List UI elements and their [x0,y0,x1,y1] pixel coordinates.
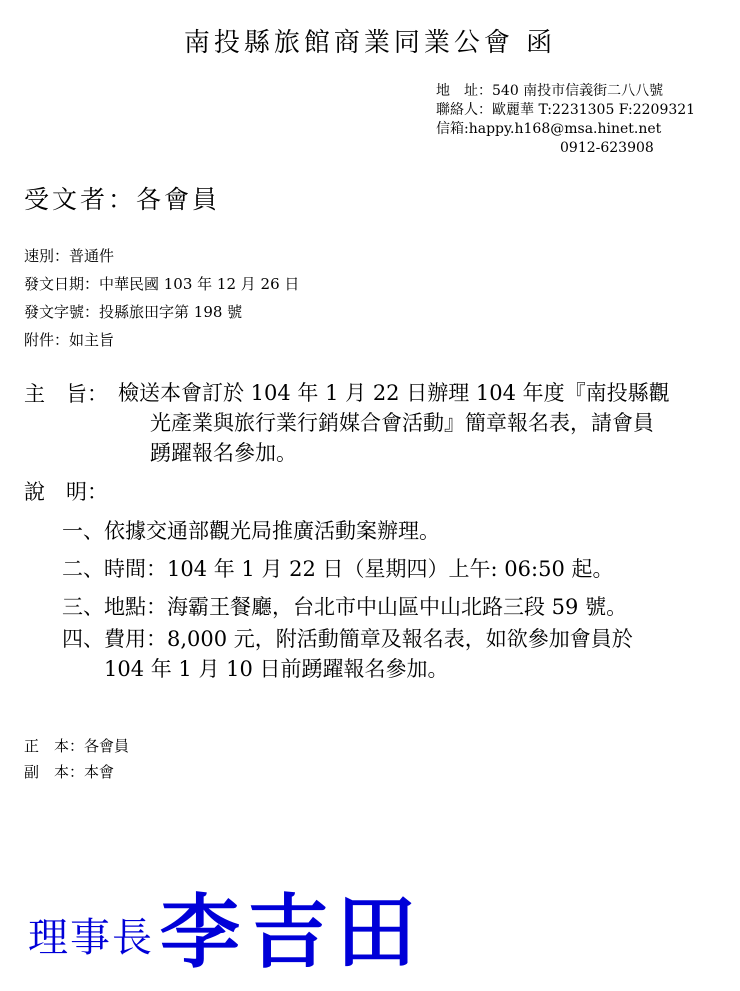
recipient: 受文者：各會員 [24,185,221,214]
subject-line-2: 光產業與旅行業行銷媒合會活動』簡章報名表，請會員 [150,411,654,435]
copy-duplicate: 副 本：本會 [24,763,115,781]
explanation-label: 說 明： [24,480,108,504]
subject-label: 主 旨： [24,382,108,406]
meta-speed: 速別：普通件 [24,247,115,265]
explanation-list [62,512,633,688]
contact-address: 地 址：540 南投市信義街二八八號 [436,83,664,99]
subject-text [118,378,718,468]
meta-attachment: 附件：如主旨 [24,331,115,349]
explanation-item: 一、依據交通部觀光局推廣活動案辦理。 [62,519,440,543]
contact-block [436,82,695,158]
copy-original: 正 本：各會員 [24,737,130,755]
contact-person: 聯絡人：歐麗華 T:2231305 F:2209321 [436,102,696,118]
explanation-item: 二、時間：104 年 1 月 22 日（星期四）上午: 06:50 起。 [62,557,614,581]
explanation-item-continuation: 104 年 1 月 10 日前踴躍報名參加。 [104,657,449,681]
meta-date: 發文日期：中華民國 103 年 12 月 26 日 [24,275,300,293]
explanation-item: 三、地點：海霸王餐廳，台北市中山區中山北路三段 59 號。 [62,595,628,619]
contact-email: 信箱:happy.h168@msa.hinet.net [436,121,662,137]
document-title: 南投縣旅館商業同業公會 函 [183,28,557,58]
signature-title: 理事長 [28,915,154,961]
meta-doc-number: 發文字號：投縣旅田字第 198 號 [24,303,243,321]
meta-block [24,242,299,354]
subject-line-1: 檢送本會訂於 104 年 1 月 22 日辦理 104 年度『南投縣觀 [118,381,670,405]
contact-mobile: 0912-623908 [560,140,654,156]
subject-line-3: 踴躍報名參加。 [150,441,297,465]
explanation-item: 四、費用：8,000 元，附活動簡章及報名表，如欲參加會員於 [62,627,633,651]
signature-name: 李吉田 [160,885,424,979]
copies-block [24,733,129,785]
